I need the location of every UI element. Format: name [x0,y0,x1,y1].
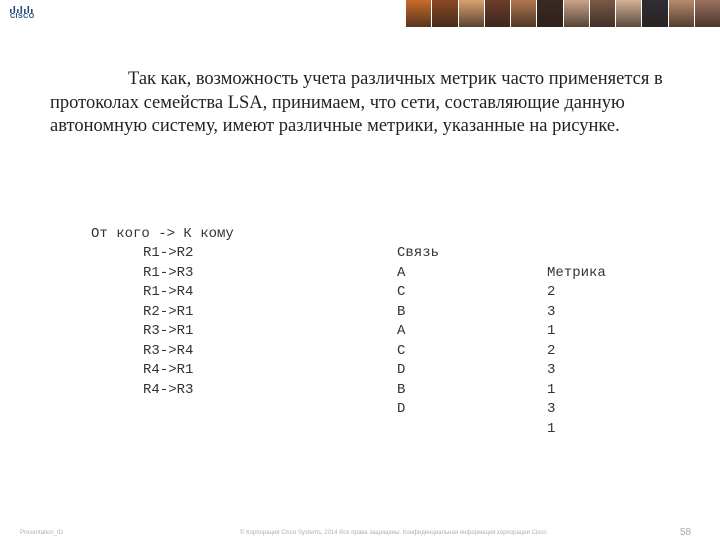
header-photo [484,0,510,27]
cell-metric: 3 [547,303,556,320]
page-number: 58 [680,527,692,538]
header-metric: Метрика [547,264,606,281]
cell-link: D [397,401,406,417]
header-photo [510,0,536,27]
cell-metric: 3 [547,362,556,378]
cell-route: R4->R1 [143,362,194,378]
cell-metric: 1 [547,323,556,339]
cell-route: R2->R1 [143,303,194,320]
metrics-table [91,205,651,437]
cell-route: R4->R3 [143,381,194,398]
header-photo [563,0,589,27]
presentation-id: Presentation_ID [20,530,64,536]
header-from-to: От кого -> К кому [91,225,234,242]
table-row [91,361,651,437]
header-link: Связь [397,245,440,261]
cell-link: D [397,362,406,378]
header-photo [615,0,641,27]
cell-route: R1->R2 [143,245,194,261]
cell-link: A [397,323,406,339]
header-photo [589,0,615,27]
slide-footer [0,527,720,540]
copyright-notice: © Корпорация Cisco Systems, 2014 Все права защищены. Конфиденциальная информация корпорации Cisco [240,530,547,536]
slide-header [0,0,720,27]
cell-link: C [397,284,406,300]
cell-link: B [397,381,406,398]
cell-route: R3->R1 [143,323,194,339]
header-photo [405,0,431,27]
header-photo [458,0,484,27]
cell-metric: 1 [547,381,556,398]
cell-metric: 2 [547,342,556,359]
logo-wordmark: CISCO [10,13,35,20]
cell-link: A [397,264,406,281]
cell-route: R1->R4 [143,284,194,300]
header-photo [694,0,720,27]
header-photo [641,0,667,27]
cell-metric: 1 [547,420,556,437]
cell-link: C [397,342,406,359]
cell-route: R3->R4 [143,342,194,359]
header-photo [431,0,457,27]
header-photo [536,0,562,27]
cell-link: B [397,303,406,320]
header-photo [668,0,694,27]
cell-route: R1->R3 [143,264,194,281]
cell-metric: 3 [547,401,556,417]
cell-metric: 2 [547,284,556,300]
intro-paragraph: Так как, возможность учета различных метрик часто применяется в протоколах семейства LSA, принимаем, что сети, составляющие данную автономную систему, имеют различные метрики, указанные на рисунке. [50,69,663,136]
header-photo-strip [405,0,720,27]
